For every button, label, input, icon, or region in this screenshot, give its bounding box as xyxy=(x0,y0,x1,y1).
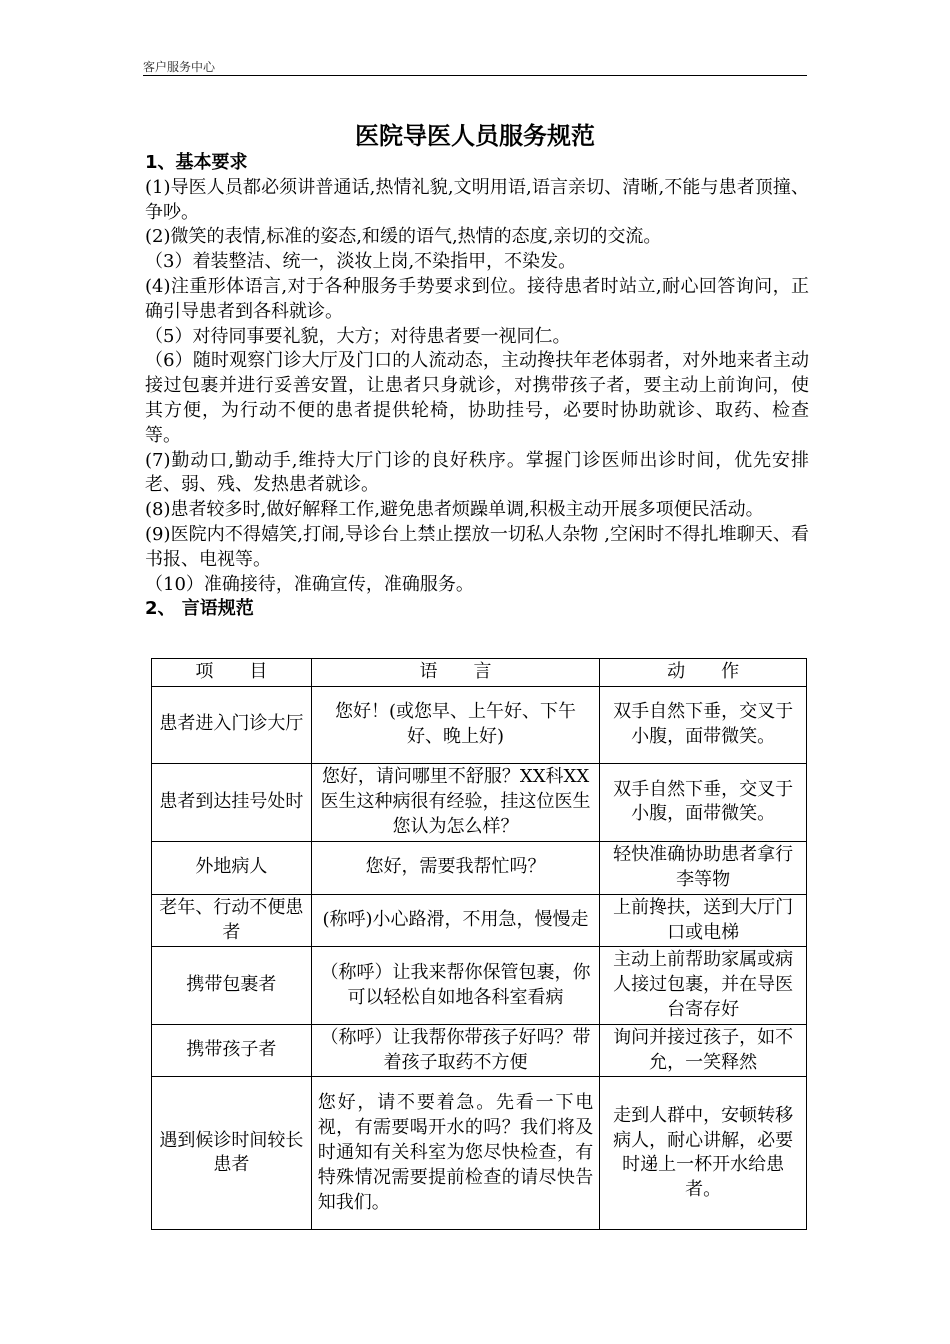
document-body xyxy=(145,151,809,622)
table-cell-language: 您好，请问哪里不舒服？XX科XX医生这种病很有经验，挂这位医生您认为怎么样？ xyxy=(311,763,600,841)
column-header-action: 动 作 xyxy=(600,659,807,687)
requirement-item-9: (9)医院内不得嬉笑,打闹,导诊台上禁止摆放一切私人杂物 ,空闲时不得扎堆聊天、看书报、电视等。 xyxy=(145,523,809,570)
table-row xyxy=(152,763,807,841)
table-cell-item: 携带包裹者 xyxy=(152,947,312,1024)
table-cell-item: 遇到候诊时间较长患者 xyxy=(152,1077,312,1230)
table-row xyxy=(152,894,807,947)
table-cell-action: 上前搀扶，送到大厅门口或电梯 xyxy=(600,894,807,947)
table-row xyxy=(152,686,807,763)
requirement-item-1: (1)导医人员都必须讲普通话,热情礼貌,文明用语,语言亲切、清晰,不能与患者顶撞、争吵。 xyxy=(145,176,809,223)
table-cell-item: 外地病人 xyxy=(152,841,312,894)
requirement-item-10: （10）准确接待，准确宣传，准确服务。 xyxy=(145,573,474,595)
table-cell-action: 询问并接过孩子，如不允，一笑释然 xyxy=(600,1024,807,1077)
table-cell-language: （称呼）让我来帮你保管包裹，你可以轻松自如地各科室看病 xyxy=(311,947,600,1024)
table-cell-action: 走到人群中，安顿转移病人，耐心讲解，必要时递上一杯开水给患者。 xyxy=(600,1077,807,1230)
requirement-item-2: (2)微笑的表情,标准的姿态,和缓的语气,热情的态度,亲切的交流。 xyxy=(145,226,662,248)
requirement-item-7: (7)勤动口,勤动手,维持大厅门诊的良好秩序。掌握门诊医师出诊时间，优先安排老、弱、残、发热患者就诊。 xyxy=(145,449,809,496)
table-cell-item: 老年、行动不便患者 xyxy=(152,894,312,947)
table-cell-action: 轻快准确协助患者拿行李等物 xyxy=(600,841,807,894)
header-org-name: 客户服务中心 xyxy=(143,60,216,74)
table-cell-language: 您好，需要我帮忙吗？ xyxy=(311,841,600,894)
requirement-item-3: （3）着装整洁、统一，淡妆上岗,不染指甲，不染发。 xyxy=(145,251,577,273)
speech-norms-table xyxy=(151,658,807,1230)
table-cell-item: 携带孩子者 xyxy=(152,1024,312,1077)
table-row xyxy=(152,1077,807,1230)
table-row xyxy=(152,1024,807,1077)
table-cell-language: 您好，请不要着急。先看一下电视，有需要喝开水的吗？我们将及时通知有关科室为您尽快检查，有特殊情况需要提前检查的请尽快告知我们。 xyxy=(311,1077,600,1230)
table-cell-language: 您好！(或您早、上午好、下午好、晚上好) xyxy=(311,686,600,763)
table-cell-language: (称呼)小心路滑，不用急，慢慢走 xyxy=(311,894,600,947)
table-header-row xyxy=(152,659,807,687)
section-heading-speech-norms: 2、 言语规范 xyxy=(145,598,254,620)
section-heading-basic-requirements: 1、基本要求 xyxy=(145,152,248,173)
requirement-item-5: （5）对待同事要礼貌，大方；对待患者要一视同仁。 xyxy=(145,325,571,347)
document-title: 医院导医人员服务规范 xyxy=(355,122,595,150)
table-row xyxy=(152,947,807,1024)
requirement-item-6: （6）随时观察门诊大厅及门口的人流动态，主动搀扶年老体弱者，对外地来者主动接过包裹并进行妥善安置，让患者只身就诊，对携带孩子者，要主动上前询问，使其方便，为行动不便的患者提供轮椅，协助挂号，必要时协助就诊、取药、检查等。 xyxy=(145,350,809,446)
column-header-language: 语 言 xyxy=(311,659,600,687)
requirement-item-4: (4)注重形体语言,对于各种服务手势要求到位。接待患者时站立,耐心回答询问，正确引导患者到各科就诊。 xyxy=(145,275,809,322)
table-cell-action: 主动上前帮助家属或病人接过包裹，并在导医台寄存好 xyxy=(600,947,807,1024)
table-cell-language: （称呼）让我帮你带孩子好吗？带着孩子取药不方便 xyxy=(311,1024,600,1077)
table-row xyxy=(152,841,807,894)
table-cell-action: 双手自然下垂，交叉于小腹，面带微笑。 xyxy=(600,686,807,763)
table-cell-item: 患者进入门诊大厅 xyxy=(152,686,312,763)
requirement-item-8: (8)患者较多时,做好解释工作,避免患者烦躁单调,积极主动开展多项便民活动。 xyxy=(145,499,764,521)
table-cell-action: 双手自然下垂，交叉于小腹，面带微笑。 xyxy=(600,763,807,841)
column-header-item: 项 目 xyxy=(152,659,312,687)
header-divider xyxy=(143,75,807,76)
table-cell-item: 患者到达挂号处时 xyxy=(152,763,312,841)
